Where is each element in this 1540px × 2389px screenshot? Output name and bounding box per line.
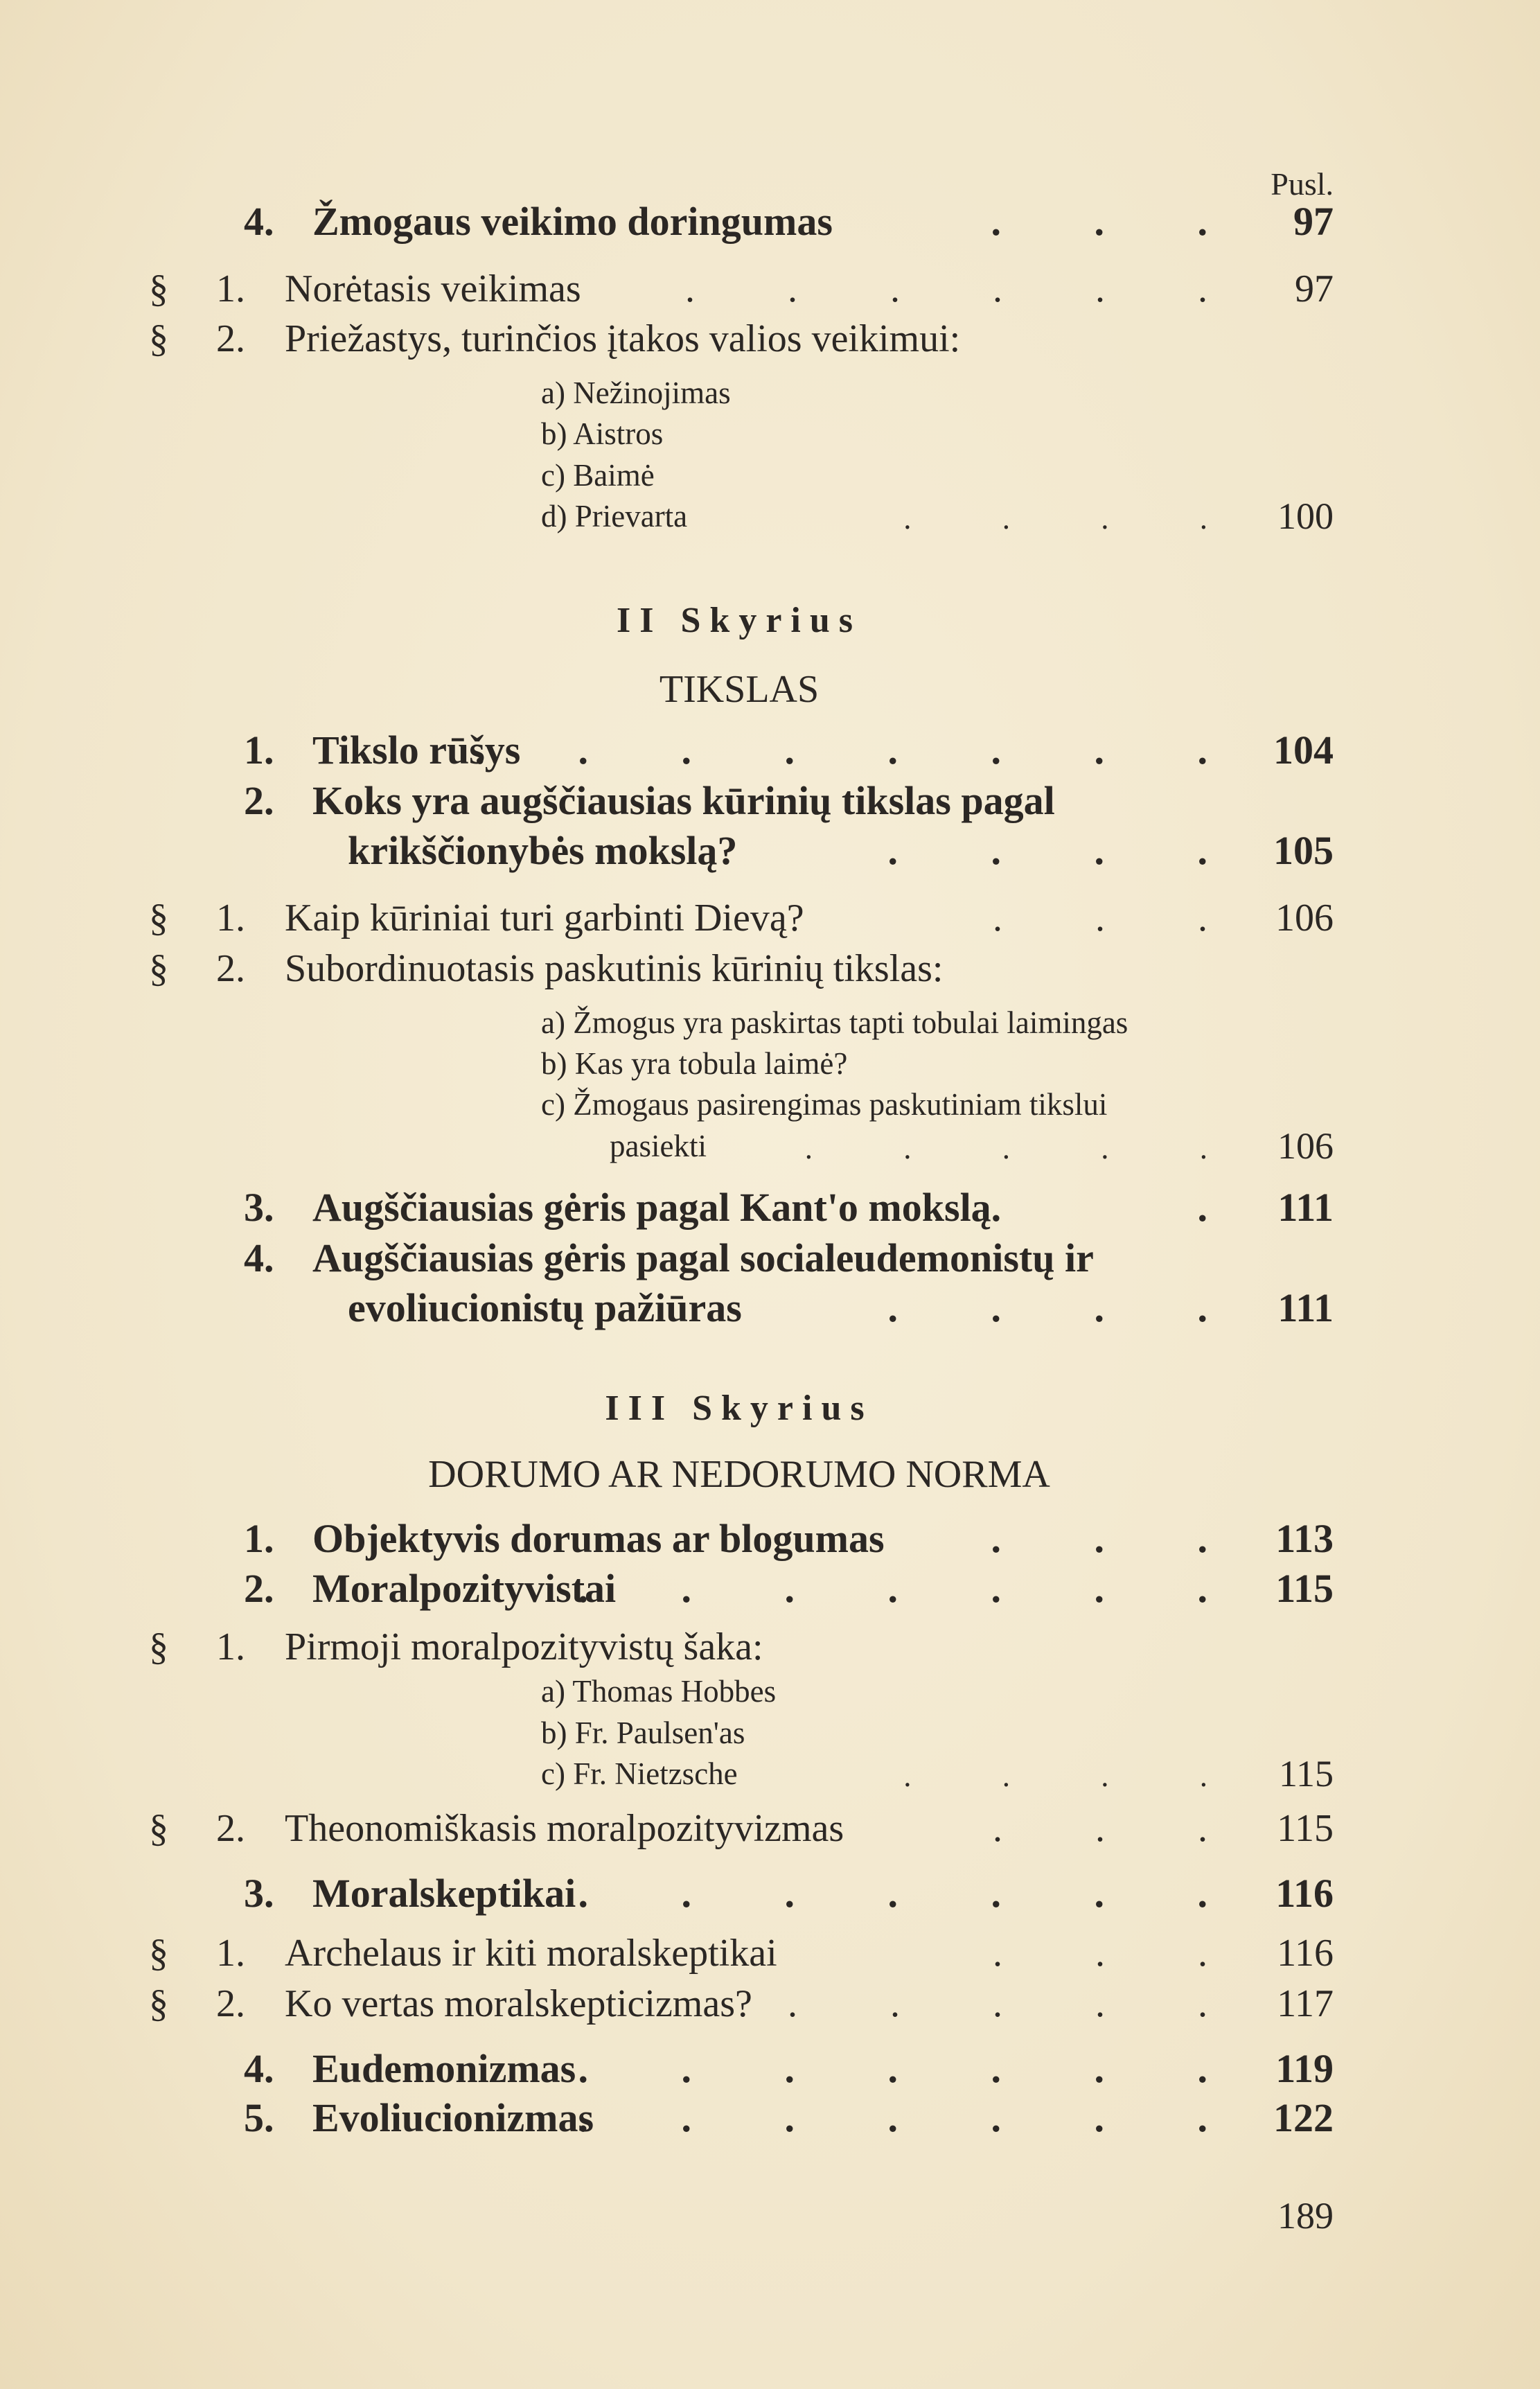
page-ref-number: 115 — [1279, 1753, 1334, 1795]
entry-page-ref — [903, 495, 1334, 538]
entry-page-ref — [991, 198, 1334, 244]
dot-leader: . . . — [991, 198, 1207, 244]
entry-title: Subordinuotasis paskutinis kūrinių tikslas: — [285, 947, 944, 990]
entry-title: Augščiausias gėris pagal Kant'o mokslą. — [312, 1185, 1002, 1231]
entry-title: Priežastys, turinčios įtakos valios veikimui: — [285, 317, 961, 361]
entry-page-ref — [887, 828, 1334, 874]
section-mark: § — [149, 897, 168, 940]
toc-entry — [0, 1185, 1334, 1231]
toc-entry — [0, 2046, 1334, 2092]
entry-number: 1. — [244, 1515, 274, 1561]
toc-entry — [0, 1806, 1334, 1850]
toc-entry — [0, 1984, 1334, 2023]
entry-number: 2. — [216, 1982, 245, 2025]
subentry-title: a) Nežinojimas — [541, 376, 731, 410]
section-mark: § — [149, 1982, 168, 2025]
dot-leader: . . . . — [887, 828, 1207, 874]
toc-entry — [0, 1566, 1334, 1612]
dot-leader: . . . . . . . . — [475, 728, 1207, 773]
chapter-heading: II Skyrius — [617, 600, 862, 640]
entry-number: 3. — [244, 1185, 274, 1231]
entry-page-ref — [578, 1566, 1334, 1612]
entry-title: Pirmoji moralpozityvistų šaka: — [285, 1625, 763, 1668]
entry-number: 4. — [244, 2046, 274, 2092]
entry-title-continuation: krikščionybės mokslą? — [348, 828, 738, 874]
entry-title: Ko vertas moralskepticizmas? — [285, 1982, 752, 2025]
entry-number: 3. — [244, 1871, 274, 1916]
page-number: 189 — [1277, 2195, 1334, 2237]
toc-entry — [0, 1934, 1334, 1973]
dot-leader: . . . . . . — [685, 267, 1207, 310]
dot-leader: . . . . — [903, 1758, 1207, 1794]
dot-leader: . . . — [991, 1515, 1207, 1561]
toc-entry — [0, 317, 1334, 361]
dot-leader: . . . . — [887, 1285, 1207, 1331]
toc-entry — [0, 2095, 1334, 2140]
subentry-title: b) Fr. Paulsen'as — [541, 1715, 745, 1750]
toc-entry — [0, 1235, 1334, 1280]
entry-title: Augščiausias gėris pagal socialeudemonistų ir — [312, 1235, 1094, 1280]
dot-leader: . . . . . . . — [578, 2095, 1207, 2140]
dot-leader: . . . . . . . — [578, 1871, 1207, 1916]
page-ref-number: 113 — [1275, 1515, 1334, 1561]
entry-title: Objektyvis dorumas ar blogumas — [312, 1515, 885, 1561]
entry-page-ref — [993, 1806, 1334, 1850]
subentry-title: a) Thomas Hobbes — [541, 1674, 777, 1709]
section-mark: § — [149, 267, 168, 310]
page-ref-number: 111 — [1277, 1185, 1334, 1231]
dot-leader: . . . — [993, 1806, 1207, 1850]
entry-page-ref — [804, 1125, 1334, 1167]
entry-number: 1. — [216, 1932, 245, 1975]
entry-number: 2. — [244, 1566, 274, 1612]
dot-leader: . . . . . — [804, 1130, 1207, 1165]
toc-entry — [0, 1125, 1334, 1167]
entry-title-continuation: evoliucionistų pažiūras — [348, 1285, 742, 1331]
entry-number: 4. — [244, 198, 274, 244]
section-mark: § — [149, 1625, 168, 1668]
toc-entry — [0, 728, 1334, 773]
toc-entry — [0, 1625, 1334, 1668]
page-ref-number: 100 — [1277, 495, 1334, 538]
entry-title: Tikslo rūšys — [312, 728, 521, 773]
page-ref-number: 97 — [1295, 267, 1334, 310]
toc-entry — [0, 1715, 1334, 1750]
entry-number: 2. — [216, 1806, 245, 1850]
entry-page-ref — [993, 1934, 1334, 1973]
entry-page-ref — [578, 2095, 1334, 2140]
page-ref-number: 111 — [1277, 1285, 1334, 1331]
subentry-title: c) Žmogaus pasirengimas paskutiniam tikslui — [541, 1087, 1108, 1122]
page-ref-number: 106 — [1275, 897, 1334, 940]
dot-leader: . . . . . — [788, 1982, 1207, 2025]
toc-entry — [0, 457, 1334, 493]
toc-entry — [0, 198, 1334, 244]
toc-entry — [0, 1753, 1334, 1795]
entry-number: 1. — [216, 1625, 245, 1668]
section-mark: § — [149, 317, 168, 361]
entry-title: Koks yra augščiausias kūrinių tikslas pagal — [312, 777, 1055, 823]
toc-entry — [0, 378, 1334, 409]
page-ref-number: 122 — [1273, 2095, 1334, 2140]
chapter-heading: TIKSLAS — [659, 667, 820, 711]
subentry-title: a) Žmogus yra paskirtas tapti tobulai laimingas — [541, 1005, 1129, 1040]
toc-entry — [0, 1089, 1334, 1120]
entry-number: 1. — [244, 728, 274, 773]
entry-title: Kaip kūriniai turi garbinti Dievą? — [285, 897, 804, 940]
page-ref-number: 105 — [1273, 828, 1334, 874]
page-ref-number: 116 — [1277, 1932, 1334, 1975]
dot-leader: . . . . — [903, 501, 1207, 536]
subentry-title: d) Prievarta — [541, 499, 688, 534]
toc-entry — [0, 828, 1334, 874]
entry-number: 1. — [216, 267, 245, 310]
subentry-title: b) Aistros — [541, 416, 664, 452]
entry-title: Eudemonizmas — [312, 2046, 576, 2092]
page-ref-number: 106 — [1277, 1125, 1334, 1167]
dot-leader: . . . . . . . — [578, 1566, 1207, 1612]
subentry-title-continuation: pasiekti — [610, 1128, 707, 1163]
subentry-title: c) Fr. Nietzsche — [541, 1756, 738, 1792]
toc-entry — [0, 1048, 1334, 1079]
entry-page-ref — [993, 897, 1334, 940]
page-ref-number: 119 — [1275, 2046, 1334, 2092]
page-ref-number: 115 — [1275, 1566, 1334, 1612]
toc-entry — [0, 897, 1334, 940]
subentry-title: b) Kas yra tobula laimė? — [541, 1046, 848, 1081]
entry-title: Moralpozityvistai — [312, 1566, 617, 1612]
toc-entry — [0, 1871, 1334, 1916]
dot-leader: . . . . . . . — [578, 2046, 1207, 2092]
subentry-title: c) Baimė — [541, 457, 655, 493]
entry-title: Norėtasis veikimas — [285, 267, 581, 310]
dot-leader: . — [1197, 1185, 1207, 1231]
chapter-heading: DORUMO AR NEDORUMO NORMA — [428, 1452, 1050, 1496]
entry-title: Archelaus ir kiti moralskeptikai — [285, 1932, 777, 1975]
toc-entry — [0, 267, 1334, 310]
dot-leader: . . . — [993, 1932, 1207, 1975]
page-ref-number: 116 — [1275, 1871, 1334, 1916]
entry-page-ref — [991, 1515, 1334, 1561]
page-ref-number: 97 — [1293, 198, 1334, 244]
entry-number: 4. — [244, 1235, 274, 1280]
chapter-heading: III Skyrius — [605, 1389, 874, 1429]
entry-number: 2. — [216, 947, 245, 990]
entry-title: Evoliucionizmas — [312, 2095, 594, 2140]
toc-entry — [0, 1515, 1334, 1561]
page-ref-number: 117 — [1277, 1982, 1334, 2025]
entry-page-ref — [578, 2046, 1334, 2092]
entry-page-ref — [578, 1871, 1334, 1916]
section-mark: § — [149, 1806, 168, 1850]
section-mark: § — [149, 947, 168, 990]
toc-entry — [0, 1676, 1334, 1707]
page-ref-number: 104 — [1273, 728, 1334, 773]
entry-title: Žmogaus veikimo doringumas — [312, 198, 833, 244]
entry-number: 1. — [216, 897, 245, 940]
entry-number: 2. — [244, 777, 274, 823]
toc-entry — [0, 495, 1334, 538]
entry-title: Theonomiškasis moralpozityvizmas — [285, 1806, 844, 1850]
toc-entry — [0, 777, 1334, 823]
entry-page-ref — [788, 1984, 1334, 2023]
toc-entry — [0, 949, 1334, 988]
entry-page-ref — [475, 728, 1334, 773]
entry-page-ref — [1197, 1185, 1334, 1231]
toc-entry — [0, 418, 1334, 450]
entry-number: 2. — [216, 317, 245, 361]
toc-entry — [0, 1285, 1334, 1331]
entry-number: 5. — [244, 2095, 274, 2140]
entry-page-ref — [887, 1285, 1334, 1331]
section-mark: § — [149, 1932, 168, 1975]
entry-title: Moralskeptikai — [312, 1871, 576, 1916]
page-ref-number: 115 — [1277, 1806, 1334, 1850]
entry-page-ref — [903, 1753, 1334, 1795]
entry-page-ref — [685, 267, 1334, 310]
toc-entry — [0, 1007, 1334, 1039]
dot-leader: . . . — [993, 897, 1207, 940]
pusl-column-label: Pusl. — [1271, 166, 1334, 202]
